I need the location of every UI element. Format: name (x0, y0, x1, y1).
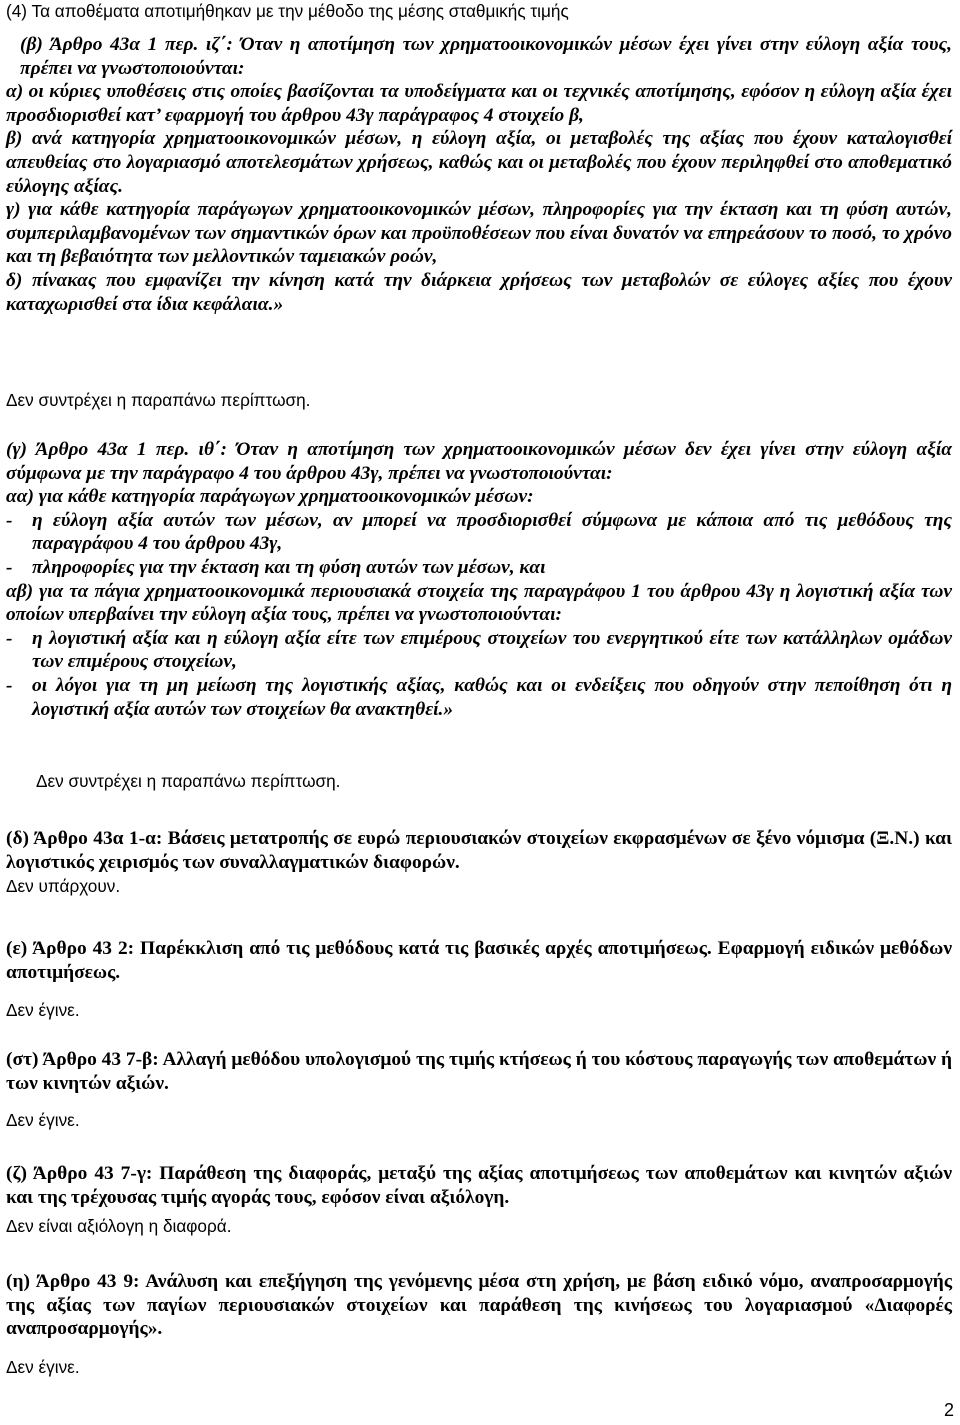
page-number: 2 (943, 1400, 954, 1420)
section-c-dash-4-text: οι λόγοι για τη μη μείωση της λογιστικής αξίας, καθώς και οι ενδείξεις που οδηγούν στην πεποίθηση ότι η λογιστική αξία αυτών των στοιχείων θα ανακτηθεί.» (32, 674, 952, 720)
dash-marker: - (6, 509, 13, 531)
section-d-answer (6, 875, 952, 899)
section-c-item-aa: αα) για κάθε κατηγορία παράγωγων χρηματοοικονομικών μέσων: (6, 486, 534, 508)
section-z (6, 1162, 952, 1209)
section-d (6, 827, 952, 874)
section-b (6, 33, 952, 316)
section-b-heading: (β) Άρθρο 43α 1 περ. ιζ΄: Όταν η αποτίμηση των χρηματοοικονομικών μέσων έχει γίνει στην εύλογη αξία τους, πρέπει να γνωστοποιούνται: (20, 34, 952, 79)
section-c-dash-3 (6, 627, 952, 674)
section-c-answer-text: Δεν συντρέχει η παραπάνω περίπτωση. (36, 771, 341, 791)
dash-marker: - (6, 556, 13, 578)
section-h-answer (6, 1356, 952, 1380)
section-z-answer (6, 1215, 952, 1239)
section-c-dash-3-text: η λογιστική αξία και η εύλογη αξία είτε των επιμέρους στοιχείων του ενεργητικού είτε των κατάλληλων ομάδων των επιμέρους στοιχείων, (32, 627, 952, 673)
section-st-answer (6, 1109, 952, 1133)
section-b-answer-text: Δεν συντρέχει η παραπάνω περίπτωση. (6, 390, 311, 410)
section-b-answer (6, 389, 952, 413)
section-h (6, 1270, 952, 1341)
section-c-dash-2 (6, 556, 952, 580)
section-c-heading: (γ) Άρθρο 43α 1 περ. ιθ΄: Όταν η αποτίμηση των χρηματοοικονομικών μέσων δεν έχει γίνει στην εύλογη αξία σύμφωνα με την παράγραφο 4 του άρθρου 43γ, πρέπει να γνωστοποιούνται: (6, 439, 952, 484)
section-b-item-c: γ) για κάθε κατηγορία παράγωγων χρηματοοικονομικών μέσων, πληροφορίες για την έκταση και τη φύση αυτών, συμπεριλαμβανομένων των σημαντικών όρων και προϋποθέσεων που είναι δυνατόν να επηρεάσουν το ποσό, το χρόνο και τη βεβαιότητα των μελλοντικών ταμειακών ροών, (6, 199, 952, 268)
section-st-answer-text: Δεν έγινε. (6, 1110, 80, 1130)
section-c-dash-2-text: πληροφορίες για την έκταση και τη φύση αυτών των μέσων, και (32, 556, 546, 578)
inventory-valuation-line: (4) Τα αποθέματα αποτιμήθηκαν με την μέθοδο της μέσης σταθμικής τιμής (6, 1, 569, 21)
section-c-dash-1 (6, 509, 952, 556)
section-d-heading: (δ) Άρθρο 43α 1-α: Βάσεις μετατροπής σε ευρώ περιουσιακών στοιχείων εκφρασμένων σε ξένο νόμισμα (Ξ.Ν.) και λογιστικός χειρισμός των συναλλαγματικών διαφορών. (6, 828, 952, 873)
section-e-answer (6, 999, 952, 1023)
section-e-answer-text: Δεν έγινε. (6, 1000, 80, 1020)
section-h-answer-text: Δεν έγινε. (6, 1357, 80, 1377)
section-z-answer-text: Δεν είναι αξιόλογη η διαφορά. (6, 1216, 232, 1236)
section-z-heading: (ζ) Άρθρο 43 7-γ: Παράθεση της διαφοράς, μεταξύ της αξίας αποτιμήσεως των αποθεμάτων και κινητών αξιών και της τρέχουσας τιμής αγοράς τους, εφόσον είναι αξιόλογη. (6, 1163, 952, 1208)
dash-marker: - (6, 627, 13, 649)
section-c-dash-1-text: η εύλογη αξία αυτών των μέσων, αν μπορεί να προσδιορισθεί σύμφωνα με κάποια από τις μεθόδους της παραγράφου 4 του άρθρου 43γ, (32, 509, 952, 555)
section-d-answer-text: Δεν υπάρχουν. (6, 876, 121, 896)
section-b-item-a: α) οι κύριες υποθέσεις στις οποίες βασίζονται τα υποδείγματα και οι τεχνικές αποτίμησης, εφόσον η εύλογη αξία έχει προσδιορισθεί κατ’ εφαρμογή του άρθρου 43γ παράγραφος 4 στοιχείο β, (6, 81, 952, 126)
section-c-answer (6, 770, 952, 794)
section-e (6, 937, 952, 984)
section-c-item-ab: αβ) για τα πάγια χρηματοοικονομικά περιουσιακά στοιχεία της παραγράφου 1 του άρθρου 43γ η λογιστική αξία των οποίων υπερβαίνει την εύλογη αξία τους, πρέπει να γνωστοποιούνται: (6, 580, 952, 626)
section-c-dash-4 (6, 674, 952, 721)
section-b-item-d: δ) πίνακας που εμφανίζει την κίνηση κατά την διάρκεια χρήσεως των μεταβολών σε εύλογες αξίες που έχουν καταχωρισθεί στα ίδια κεφάλαια.» (6, 269, 952, 315)
dash-marker: - (6, 674, 13, 696)
section-b-item-b: β) ανά κατηγορία χρηματοοικονομικών μέσων, η εύλογη αξία, οι μεταβολές της αξίας που έχουν καταλογισθεί απευθείας στο λογαριασμό αποτελεσμάτων χρήσεως, καθώς και οι μεταβολές που έχουν περιληφθεί στο αποθεματικό εύλογης αξίας. (6, 128, 952, 197)
inventory-note (6, 0, 952, 24)
section-st-heading: (στ) Άρθρο 43 7-β: Αλλαγή μεθόδου υπολογισμού της τιμής κτήσεως ή του κόστους παραγωγής των αποθεμάτων ή των κινητών αξιών. (6, 1049, 952, 1094)
section-c (6, 438, 952, 721)
section-e-heading: (ε) Άρθρο 43 2: Παρέκκλιση από τις μεθόδους κατά τις βασικές αρχές αποτιμήσεως. Εφαρμογή ειδικών μεθόδων αποτιμήσεως. (6, 938, 952, 983)
section-h-heading: (η) Άρθρο 43 9: Ανάλυση και επεξήγηση της γενόμενης μέσα στη χρήση, με βάση ειδικό νόμο, αναπροσαρμογής της αξίας των παγίων περιουσιακών στοιχείων και παράθεση της κινήσεως του λογαριασμού «Διαφορές αναπροσαρμογής». (6, 1271, 952, 1340)
section-st (6, 1048, 952, 1095)
